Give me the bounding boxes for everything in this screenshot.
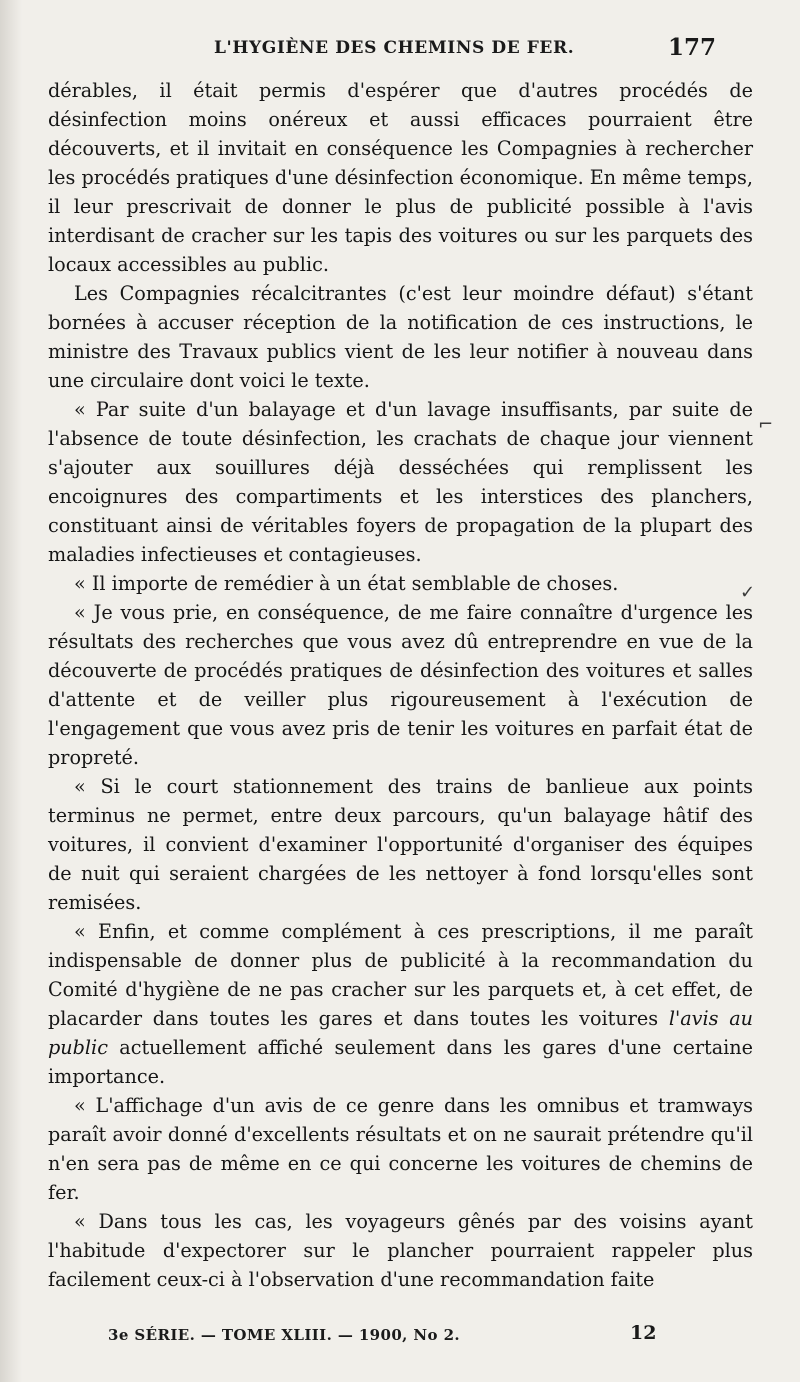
italic-phrase: l'avis au public: [48, 1007, 753, 1059]
paragraph-text: « Enfin, et comme complément à ces prescriptions, il me paraît indispensable de donner plus de publicité à la recommandation du Comité d'hygiène de ne pas cracher sur les parquets et, à cet effet, de placarder dans toutes les gares et dans toutes les voitures: [48, 920, 753, 1030]
paragraph-text: « Je vous prie, en conséquence, de me faire connaître d'urgence les résultats des recherches que vous avez dû entreprendre en vue de la découverte de procédés pratiques de désinfection des voitures et salles d'attente et de veiller plus rigoureusement à l'exécution de l'engagement que vous avez pris de tenir les voitures en parfait état de propreté.: [48, 601, 753, 769]
series-line: 3e SÉRIE. — TOME XLIII. — 1900, No 2.: [108, 1326, 461, 1344]
paragraph: [48, 772, 753, 917]
paragraph-text: « Si le court stationnement des trains de banlieue aux points terminus ne permet, entre deux parcours, qu'un balayage hâtif des voitures, il convient d'examiner l'opportunité d'organiser des équipes de nuit qui seraient chargées de les nettoyer à fond lorsqu'elles sont remisées.: [48, 775, 753, 914]
paragraph-text: Les Compagnies récalcitrantes (c'est leur moindre défaut) s'étant bornées à accuser réception de la notification de ces instructions, le ministre des Travaux publics vient de les leur notifier à nouveau dans une circulaire dont voici le texte.: [48, 282, 753, 392]
paragraph: [48, 76, 753, 279]
page-footer: [0, 1322, 800, 1352]
margin-check-mark: ✓: [740, 582, 756, 603]
paragraph: [48, 279, 753, 395]
paragraph-text: « L'affichage d'un avis de ce genre dans les omnibus et tramways paraît avoir donné d'excellents résultats et on ne saurait prétendre qu'il n'en sera pas de même en ce qui concerne les voitures de chemins de fer.: [48, 1094, 753, 1204]
paragraph: [48, 395, 753, 569]
paragraph: [48, 1091, 753, 1207]
paragraph-text: « Dans tous les cas, les voyageurs gênés par des voisins ayant l'habitude d'expectorer sur le plancher pourraient rappeler plus facilement ceux-ci à l'observation d'une recommandation faite: [48, 1210, 753, 1291]
paragraph-text: dérables, il était permis d'espérer que d'autres procédés de désinfection moins onéreux et aussi efficaces pourraient être découverts, et il invitait en conséquence les Compagnies à rechercher les procédés pratiques d'une désinfection économique. En même temps, il leur prescrivait de donner le plus de publicité possible à l'avis interdisant de cracher sur les tapis des voitures ou sur les parquets des locaux accessibles au public.: [48, 79, 753, 276]
page-number: 177: [668, 34, 717, 61]
paragraph: [48, 598, 753, 772]
paragraph: [48, 1207, 753, 1294]
paragraph: [48, 917, 753, 1091]
running-head: [0, 34, 800, 68]
paragraph-text: « Il importe de remédier à un état semblable de choses.: [74, 572, 619, 595]
signature-mark: 12: [630, 1322, 657, 1344]
body-text: [48, 76, 756, 1294]
paragraph-text: « Par suite d'un balayage et d'un lavage insuffisants, par suite de l'absence de toute désinfection, les crachats de chaque jour viennent s'ajouter aux souillures déjà desséchées qui remplissent les encoignures des compartiments et les interstices des planchers, constituant ainsi de véritables foyers de propagation de la plupart des maladies infectieuses et contagieuses.: [48, 398, 753, 566]
margin-pencil-mark: ⌐: [758, 414, 774, 435]
paragraph-text: actuellement affiché seulement dans les gares d'une certaine importance.: [48, 1036, 753, 1088]
running-title: L'HYGIÈNE DES CHEMINS DE FER.: [214, 38, 575, 58]
paragraph: [48, 569, 753, 598]
